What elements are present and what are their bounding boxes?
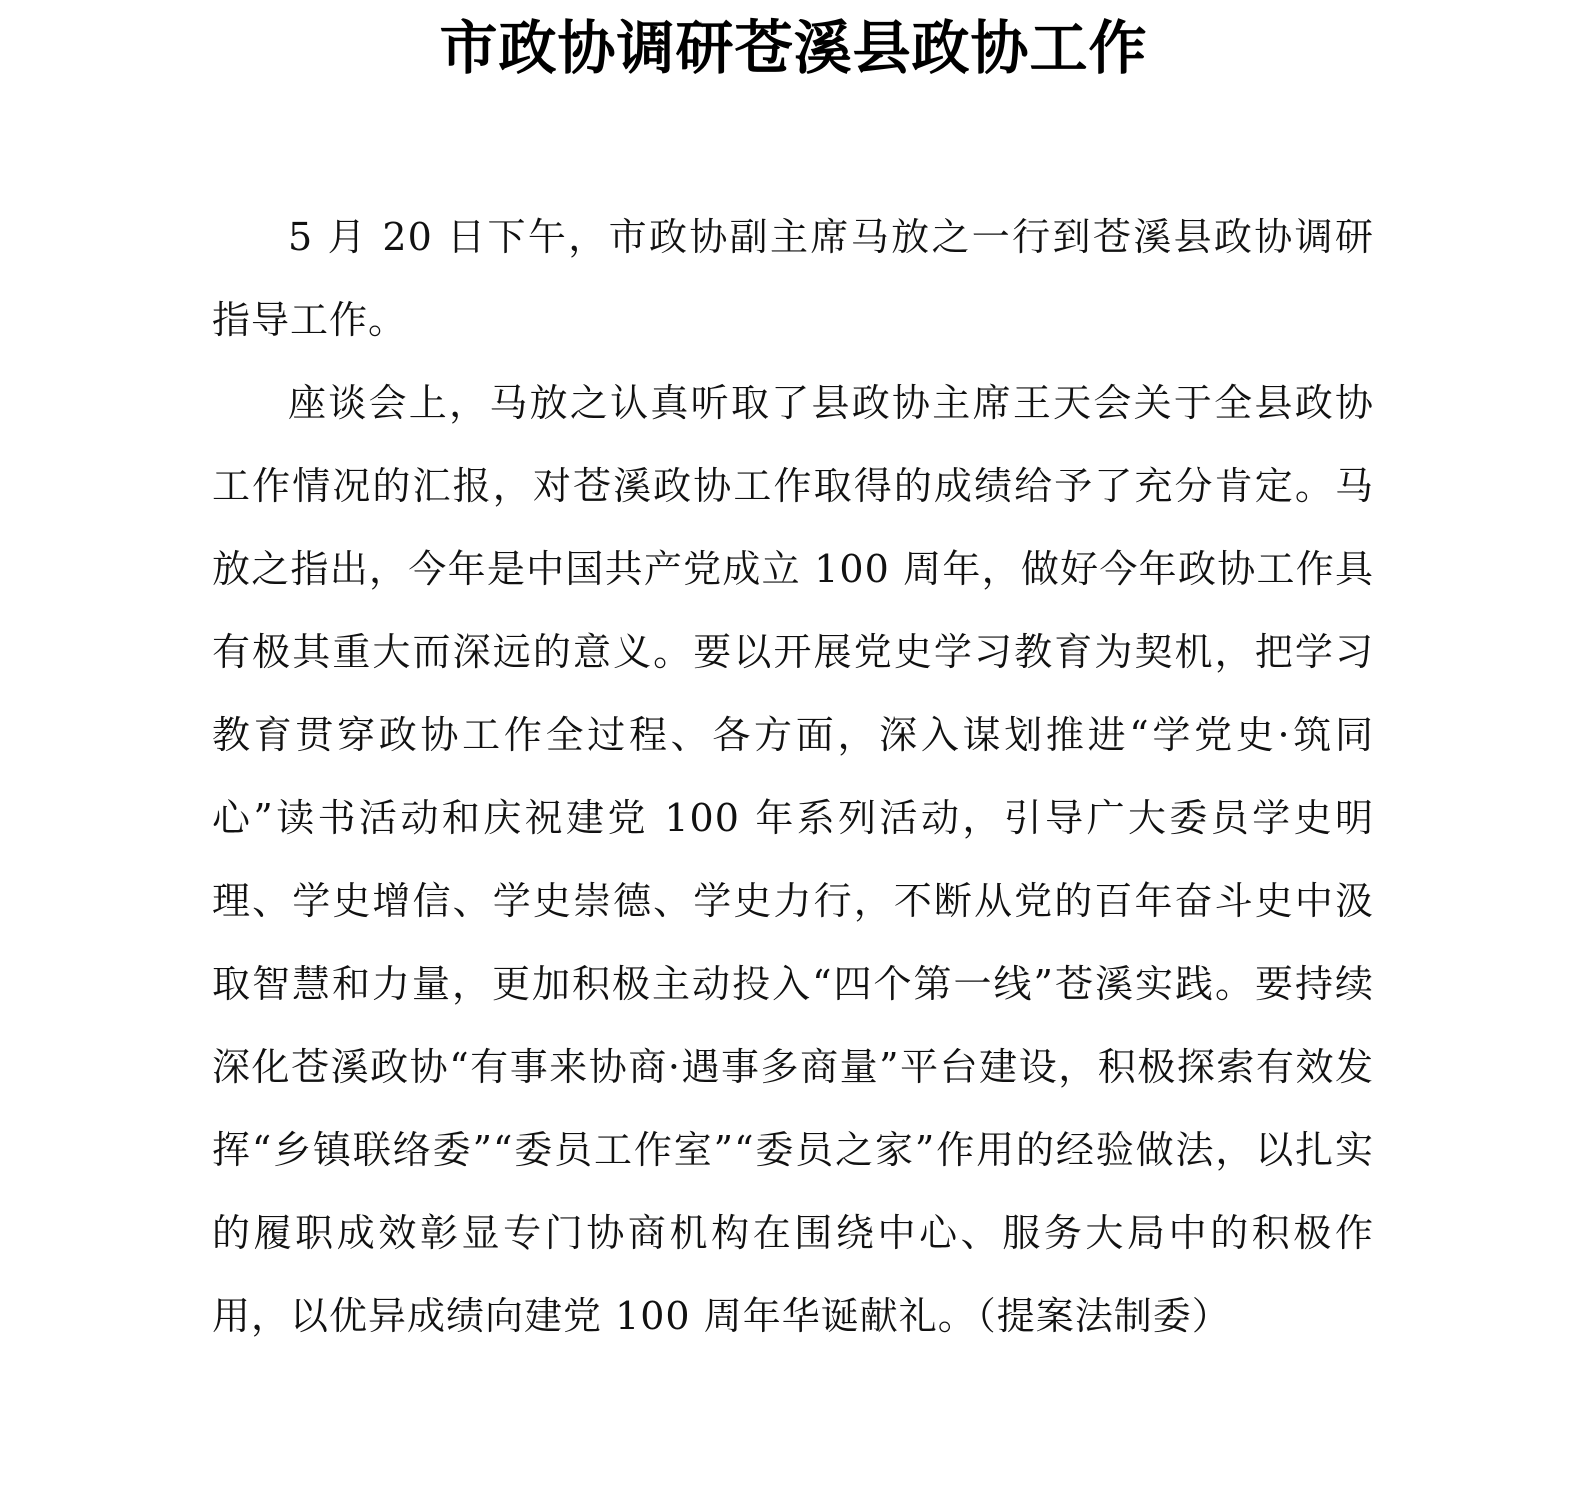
paragraph-main: 座谈会上，马放之认真听取了县政协主席王天会关于全县政协工作情况的汇报，对苍溪政协工作取得的成绩给予了充分肯定。马放之指出，今年是中国共产党成立 100 周年，做好今年政协工作具有极其重大而深远的意义。要以开展党史学习教育为契机，把学习教育贯穿政协工作全过程、各方面，深入谋划推进“学党史·筑同心”读书活动和庆祝建党 100 年系列活动，引导广大委员学史明理、学史增信、学史崇德、学史力行，不断从党的百年奋斗史中汲取智慧和力量，更加积极主动投入“四个第一线”苍溪实践。要持续深化苍溪政协“有事来协商·遇事多商量”平台建设，积极探索有效发挥“乡镇联络委”“委员工作室”“委员之家”作用的经验做法，以扎实的履职成效彰显专门协商机构在围绕中心、服务大局中的积极作用，以优异成绩向建党 100 周年华诞献礼。（提案法制委） bbox=[212, 381, 1374, 1338]
document-body bbox=[212, 196, 1374, 1358]
paragraph-intro: 5 月 20 日下午，市政协副主席马放之一行到苍溪县政协调研指导工作。 bbox=[212, 215, 1374, 342]
document-title: 市政协调研苍溪县政协工作 bbox=[439, 14, 1148, 82]
